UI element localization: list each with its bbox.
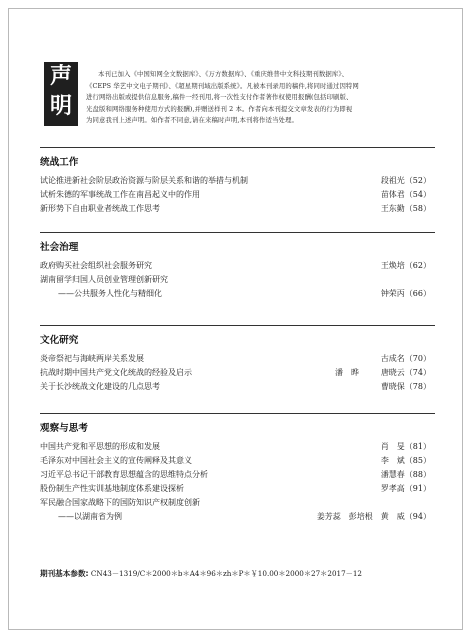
section-rule xyxy=(40,413,435,414)
toc-entry[interactable] xyxy=(40,287,435,301)
entry-subtitle: ——以湖南省为例 xyxy=(58,512,122,521)
declaration-text xyxy=(86,69,441,127)
toc-entry[interactable] xyxy=(40,352,435,366)
entry-author: 古成名（70） xyxy=(380,354,431,363)
entry-author: 肖 旻（81） xyxy=(380,442,431,451)
section-title: 社会治理 xyxy=(40,242,79,253)
declaration-line: 光盘版和网络服务种使用方式的报酬),并赠送样刊 2 本。作者向本刊提交文章发表的行为即视 xyxy=(86,104,353,113)
entry-coauthor: 潘 晔 xyxy=(335,368,359,377)
entry-title: 毛泽东对中国社会主义的宣传阐释及其意义 xyxy=(40,456,192,465)
toc-entry[interactable] xyxy=(40,174,435,188)
entry-author: 王焕培（62） xyxy=(380,261,431,270)
entry-title: 军民融合国家战略下的国防知识产权制度创新 xyxy=(40,498,200,507)
entry-author: 苗体君（54） xyxy=(380,190,431,199)
entry-title: 政府购买社会组织社会服务研究 xyxy=(40,261,152,270)
toc-entry[interactable] xyxy=(40,482,435,496)
section-rule xyxy=(40,325,435,326)
entry-title: 试析朱德的军事统战工作在南昌起义中的作用 xyxy=(40,190,200,199)
entry-title: 抗战时期中国共产党文化统战的经验及启示 xyxy=(40,368,192,377)
section-united-front xyxy=(40,147,435,216)
entry-title: 中国共产党和平思想的形成和发展 xyxy=(40,442,160,451)
toc-entry[interactable] xyxy=(40,188,435,202)
entry-author: 潘慧春（88） xyxy=(380,470,431,479)
entry-title: 新形势下自由职业者统战工作思考 xyxy=(40,204,160,213)
toc-entry[interactable] xyxy=(40,273,435,287)
journal-parameters xyxy=(40,568,435,579)
declaration-line: 为同意我刊上述声明。如作者不同意,请在来稿时声明,本刊将作适当处理。 xyxy=(86,116,298,124)
entry-author: 罗孝高（91） xyxy=(380,484,431,493)
section-social-governance xyxy=(40,232,435,301)
badge-char-1: 声 xyxy=(49,64,72,89)
badge-char-2: 明 xyxy=(49,94,72,119)
entry-subtitle: ——公共服务人性化与精细化 xyxy=(58,289,162,298)
section-title: 文化研究 xyxy=(40,335,79,346)
section-title: 观察与思考 xyxy=(40,423,88,434)
toc-entry[interactable] xyxy=(40,510,435,524)
section-rule xyxy=(40,147,435,148)
entry-author: 唐晓云（74） xyxy=(380,368,431,377)
declaration-line: 《CEPS 华艺中文电子期刊》、《超星期刊域出版系统》。凡被本刊录用的稿件,将同时通过因特网 xyxy=(86,81,359,90)
section-culture-research xyxy=(40,325,435,394)
toc-entry[interactable] xyxy=(40,380,435,394)
parameters-value: CN43－1319/C＊2000＊b＊A4＊96＊zh＊P＊￥10.00＊2000＊27＊2017－12 xyxy=(90,569,362,578)
entry-title: 湖南留学归国人员创业管理创新研究 xyxy=(40,275,168,284)
declaration-badge xyxy=(44,62,78,126)
entry-author: 曹晓保（78） xyxy=(380,382,431,391)
entry-author: 李 斌（85） xyxy=(380,456,431,465)
entry-title: 习近平总书记干部教育思想蕴含的思维特点分析 xyxy=(40,470,208,479)
entry-title: 关于长沙统战文化建设的几点思考 xyxy=(40,382,160,391)
parameters-label: 期刊基本参数: xyxy=(40,569,89,578)
toc-entry[interactable] xyxy=(40,366,435,380)
declaration-line: 进行网络出版或提供信息服务,稿件一经刊用,将一次性支付作者著作权使用报酬(包括印刷版、 xyxy=(86,93,353,101)
toc-entry[interactable] xyxy=(40,259,435,273)
entry-title: 试论推进新社会阶层政治资源与阶层关系和谐的举措与机制 xyxy=(40,176,248,185)
entry-author: 段祖光（52） xyxy=(380,176,431,185)
toc-entry[interactable] xyxy=(40,454,435,468)
toc-entry[interactable] xyxy=(40,496,435,510)
entry-title: 股份制生产性实训基地制度体系建设探析 xyxy=(40,484,184,493)
declaration-line: 本刊已加入《中国知网全文数据库》、《万方数据库》、《重庆维普中文科技期刊数据库》、 xyxy=(98,70,349,78)
section-rule xyxy=(40,232,435,233)
entry-title: 炎帝祭祀与海峡两岸关系发展 xyxy=(40,354,144,363)
entry-author: 钟荣丙（66） xyxy=(380,289,431,298)
toc-entry[interactable] xyxy=(40,468,435,482)
section-observation-thinking xyxy=(40,413,435,524)
toc-entry[interactable] xyxy=(40,202,435,216)
section-title: 统战工作 xyxy=(40,157,79,168)
toc-entry[interactable] xyxy=(40,440,435,454)
entry-author: 王东勤（58） xyxy=(380,204,431,213)
entry-author: 姜芳蕊 彭培根 黄 威（94） xyxy=(316,512,431,521)
